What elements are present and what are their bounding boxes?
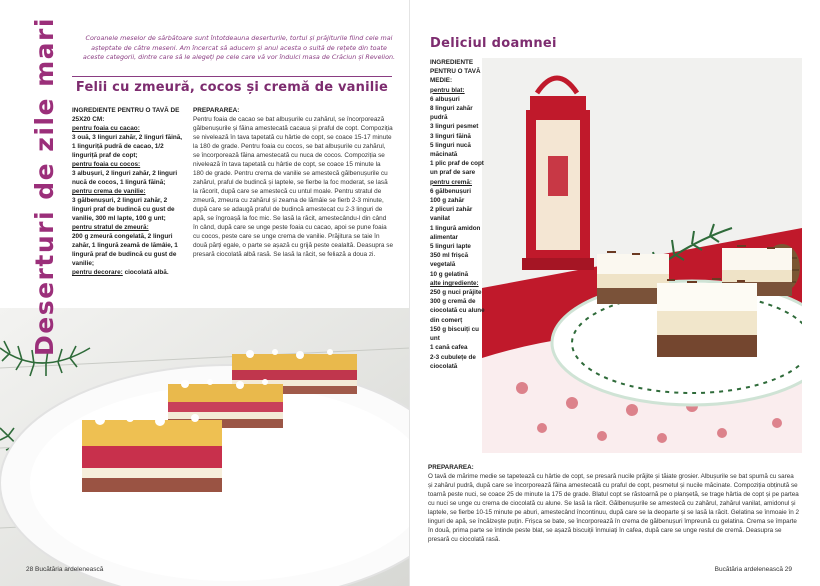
ingredients-heading: INGREDIENTE PENTRU O TAVĂ MEDIE:	[430, 59, 481, 85]
ingredient-item: 6 gălbenușuri	[430, 187, 471, 195]
ingredient-item: 5 linguri nucă măcinată	[430, 141, 471, 159]
preparation-raspberry	[193, 106, 393, 259]
ingredient-item: 3 ouă, 3 linguri zahăr, 2 linguri făină, 1 linguriță pudră de cacao, 1/2 linguriță praf de copt;	[72, 134, 183, 159]
ingredient-item: 350 ml frișcă vegetală	[430, 252, 469, 269]
ingredient-item: ciocolată albă.	[122, 269, 169, 276]
ingredient-section: pentru decorare:	[72, 269, 123, 276]
ingredient-item: 2-3 cubulețe de ciocolată	[430, 353, 476, 370]
ingredient-item: 1 plic praf de copt	[430, 160, 484, 168]
ingredient-section: pentru foaia cu cacao:	[72, 125, 140, 132]
ingredients-raspberry	[72, 106, 187, 277]
section-title-vertical: Deserturi de zile mari	[30, 17, 59, 356]
page-folio-right: Bucătăria ardelenească 29	[714, 566, 792, 573]
ingredient-item: 300 g cremă de ciocolată cu alune din comerț	[430, 298, 485, 324]
ingredient-item: 3 albușuri, 2 linguri zahăr, 2 linguri nucă de cocos, 1 lingură făină;	[72, 170, 178, 186]
ingredient-item: 100 g zahăr	[430, 197, 465, 205]
ingredient-item: 3 gălbenușuri, 2 linguri zahăr, 2 linguri praf de budincă cu gust de vanilie, 300 ml lapte, 100 g unt;	[72, 197, 175, 222]
raspberry-cake-photo	[0, 308, 410, 586]
ingredient-item: 8 linguri zahăr pudră	[430, 105, 473, 122]
ingredient-item: un praf de sare	[430, 169, 476, 177]
preparation-text: O tavă de mărime medie se tapetează cu hârtie de copt, se presară nucile prăjite și tăiate grosier. Albușurile se bat spumă cu sarea și zahărul pudră, după care se încorporează făina amestecată cu praful de copt, pesmetul și nucile măcinate. Compoziția obținută se toarnă peste nuci, se coace 25 de minute la 175 de grade. Blatul copt se răstoarnă pe o planșetă, se trage hârtia de copt și pe partea cu nuci se unge cu crema de ciocolată cu alune. Se lasă la răcit. Gălbenușurile se amestecă cu zahărul, zahărul vanilat, amidonul și laptele, se fierbe 10-15 minute pe aburi, amestecând încontinuu, după care se la deoparte și se lasă la răcit. Gelatina se înmoaie în 2 linguri de apă, se încălzește puțin. Frișca se bate, se încorporează în crema de gălbenușuri împreună cu gelatina. Crema se împarte în două, prima parte se întinde peste blat, se așază biscuiții înmuiați în cafea, după care se unge restul de cremă. Deasupra se presară cu ciocolată rasă.	[428, 473, 800, 543]
ingredient-item: 2 plicuri zahăr vanilat	[430, 206, 473, 223]
ingredient-item: 6 albușuri	[430, 95, 460, 103]
ingredient-item: 3 linguri făină	[430, 132, 471, 140]
preparation-text: Pentru foaia de cacao se bat albușurile cu zahărul, se încorporează gălbenușurile și făina amestecată cacaua și praful de copt. Compoziția se nivelează în tava tapetată cu hârtie de copt, se coace 15-17 minute la 180 de grade. Pentru foaia cu cocos, se bat albușurile cu zahărul, se încorporează făina amestecată cu nuca de cocos. Compoziția se nivelează în tava tapetată cu hârtie de copt, se coace 15 minute la 180 de grade. Pentru crema de vanilie se amestecă gălbenușurile cu zahărul, praful de budincă și laptele, se fierbe la foc moderat, se lasă la răcorit, după care se amestecă cu untul moale. Pentru stratul de zmeură, zmeura cu zahărul și zeama de lămâie se fierb 2-3 minute, după care se adaugă praful de budincă amestecat cu 2-3 linguri de apă, se îngroașă la foc mic. Se lasă la răcit, amestecându-l din când în când, după care se unge peste foaia cu cacao, apoi se pune foaia cu cocos, peste care se unge crema de vanilie. Prăjitura se taie în două părți egale, o parte se așază cu grijă peste cealaltă. Deasupra se presară ciocolată albă rasă. Se lasă la răcit, se feliază a doua zi.	[193, 116, 394, 258]
ingredient-section: pentru blat:	[430, 86, 465, 94]
ingredient-item: 5 linguri lapte	[430, 243, 471, 251]
ingredient-item: 10 g gelatină	[430, 270, 469, 278]
ingredient-section: pentru cremă:	[430, 178, 472, 186]
recipe-title-raspberry: Felii cu zmeură, cocos și cremă de vanilie	[72, 76, 392, 100]
ingredient-section: pentru stratul de zmeură:	[72, 224, 149, 231]
intro-paragraph: Coroanele meselor de sărbătoare sunt întotdeauna deserturile, tortul și prăjiturile fiind cele mai așteptate de către meseni. Am încercat să aducem și anul acesta o suită de rețete din toate aceste categorii, dintre care să le alegeți pe cele care vă vor îndulci masa de Crăciun și Revelion.	[82, 34, 396, 62]
preparation-heading: PREPARAREA:	[193, 107, 240, 114]
right-page	[410, 0, 820, 586]
ingredients-heading: INGREDIENTE PENTRU O TAVĂ DE 25X20 CM:	[72, 107, 180, 123]
ingredient-decor	[72, 268, 187, 277]
recipe-title-deliciul: Deliciul doamnei	[430, 36, 557, 51]
ingredient-item: 1 cană cafea	[430, 344, 468, 352]
ingredient-section: pentru crema de vanilie:	[72, 188, 146, 195]
ingredient-item: 150 g biscuiți cu unt	[430, 325, 479, 343]
ingredient-item: 250 g nuci prăjite	[430, 289, 482, 297]
ingredient-section: alte ingrediente:	[430, 279, 479, 287]
ingredient-item: 3 linguri pesmet	[430, 123, 479, 131]
preparation-heading: PREPARAREA:	[428, 464, 474, 471]
ingredient-section: pentru foaia cu cocos:	[72, 161, 141, 168]
ingredient-item: 200 g zmeură congelată, 2 linguri zahăr, 1 lingură zeamă de lămâie, 1 lingură praf de budincă cu gust de vanilie;	[72, 233, 178, 267]
ingredient-item: 1 lingură amidon alimentar	[430, 224, 481, 241]
deliciul-doamnei-photo	[482, 58, 802, 453]
page-folio-left: 28 Bucătăria ardelenească	[26, 566, 104, 573]
preparation-deliciul	[428, 463, 800, 544]
ingredients-deliciul	[430, 58, 488, 371]
